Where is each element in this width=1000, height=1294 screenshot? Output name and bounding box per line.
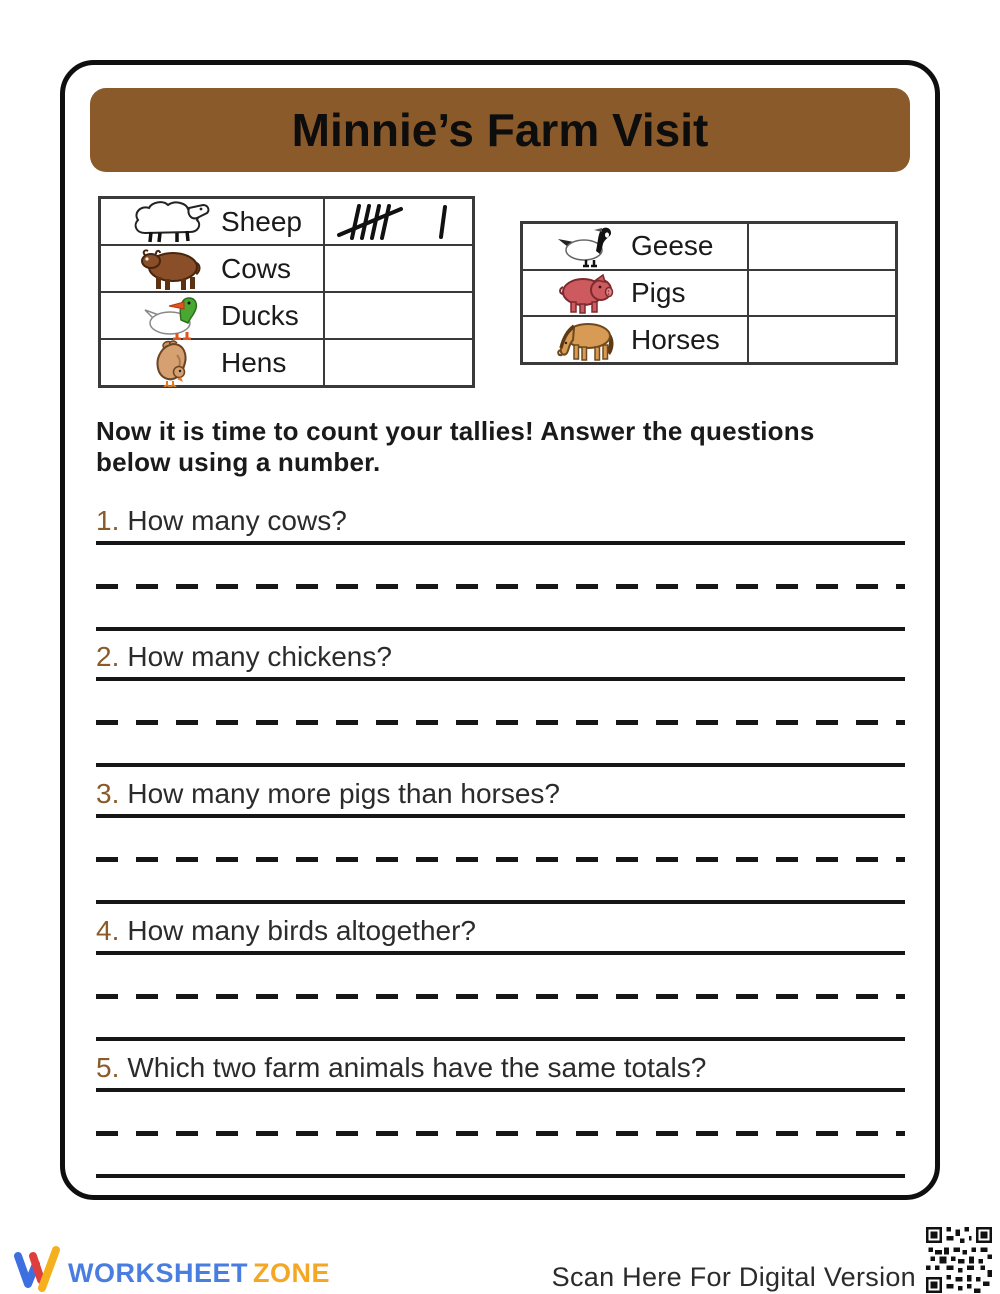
question-number: 4. (96, 915, 120, 946)
answer-line-top (96, 541, 905, 545)
question-number: 5. (96, 1052, 120, 1083)
question-block-5 (96, 1052, 905, 1182)
tally-cell-horses (747, 317, 895, 362)
tally-table-right (520, 221, 898, 365)
goose-icon (549, 223, 623, 269)
instruction-line-1: Now it is time to count your tallies! Answer the questions (96, 416, 815, 446)
answer-line-bottom (96, 627, 905, 631)
question-number: 2. (96, 641, 120, 672)
answer-line-dashed (96, 857, 905, 862)
answer-line-top (96, 951, 905, 955)
question-text: Which two farm animals have the same totals? (127, 1052, 707, 1083)
answer-line-bottom (96, 900, 905, 904)
table-row-sheep (101, 199, 472, 246)
answer-line-dashed (96, 994, 905, 999)
question-block-4 (96, 915, 905, 1045)
duck-icon (129, 292, 213, 340)
question-text: How many more pigs than horses? (127, 778, 561, 809)
instruction-text (96, 416, 815, 478)
qr-code-icon (925, 1227, 993, 1293)
answer-line-top (96, 814, 905, 818)
answer-line-bottom (96, 1037, 905, 1041)
answer-line-top (96, 1088, 905, 1092)
scan-here-text: Scan Here For Digital Version (551, 1262, 916, 1292)
table-row-horses (523, 317, 895, 362)
animal-label: Horses (631, 323, 720, 355)
animal-label: Geese (631, 230, 714, 262)
question-text-row (96, 778, 560, 810)
instruction-line-2: below using a number. (96, 447, 381, 477)
answer-line-dashed (96, 584, 905, 589)
animal-cell (101, 340, 323, 385)
worksheetzone-w-icon (12, 1242, 64, 1294)
tally-cell-sheep (323, 199, 472, 244)
tally-table-left (98, 196, 475, 388)
horse-icon (549, 317, 623, 363)
animal-label: Ducks (221, 299, 299, 331)
animal-label: Cows (221, 252, 292, 284)
page-title: Minnie’s Farm Visit (291, 104, 709, 156)
table-row-ducks (101, 293, 472, 340)
question-text-row (96, 505, 347, 537)
animal-cell (523, 224, 747, 269)
question-block-2 (96, 641, 905, 771)
answer-line-bottom (96, 1174, 905, 1178)
hen-icon (129, 339, 213, 387)
question-block-3 (96, 778, 905, 908)
table-row-cows (101, 246, 472, 293)
question-number: 3. (96, 778, 120, 809)
animal-cell (101, 293, 323, 338)
tally-cell-geese (747, 224, 895, 269)
question-text: How many birds altogether? (127, 915, 476, 946)
title-banner (90, 88, 910, 172)
question-text-row (96, 915, 476, 947)
animal-label: Hens (221, 346, 287, 378)
table-row-pigs (523, 271, 895, 318)
question-number: 1. (96, 505, 120, 536)
brand-name (68, 1258, 330, 1289)
animal-cell (523, 271, 747, 316)
answer-line-dashed (96, 720, 905, 725)
answer-line-dashed (96, 1131, 905, 1136)
tally-cell-hens (323, 340, 472, 385)
question-text: How many cows? (127, 505, 347, 536)
tally-cell-cows (323, 246, 472, 291)
tally-cell-pigs (747, 271, 895, 316)
animal-cell (101, 199, 323, 244)
pig-icon (549, 271, 623, 315)
brand-word-zone: ZONE (253, 1258, 331, 1288)
tally-marks-icon (333, 202, 475, 242)
animal-label: Pigs (631, 277, 686, 308)
animal-cell (523, 317, 747, 362)
tally-cell-ducks (323, 293, 472, 338)
question-text: How many chickens? (127, 641, 392, 672)
animal-label: Sheep (221, 205, 302, 237)
answer-line-bottom (96, 763, 905, 767)
brand-word-worksheet: WORKSHEET (68, 1258, 248, 1288)
table-row-hens (101, 340, 472, 385)
sheep-icon (129, 200, 213, 244)
cow-icon (129, 246, 213, 292)
answer-line-top (96, 677, 905, 681)
question-text-row (96, 641, 392, 673)
question-text-row (96, 1052, 706, 1084)
animal-cell (101, 246, 323, 291)
table-row-geese (523, 224, 895, 271)
question-block-1 (96, 505, 905, 635)
